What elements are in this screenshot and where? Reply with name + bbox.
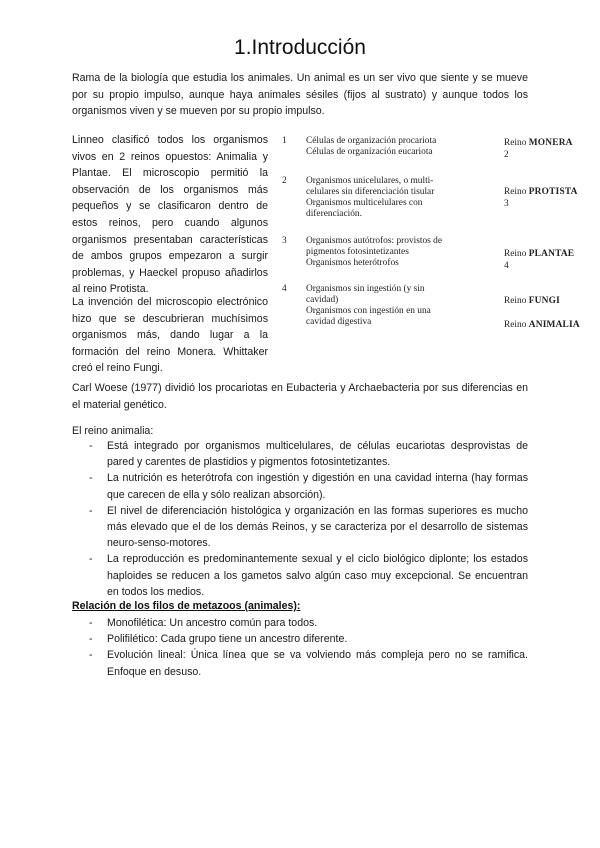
list-item: - Monofilética: Un ancestro común para todos. [72,615,528,631]
row-number: 3 [282,236,287,246]
reino-plantae: Reino PLANTAE [504,249,575,259]
row-line: Organismos con ingestión en una [306,306,431,316]
row-line: Células de organización eucariota [306,147,433,157]
row-number: 2 [282,176,287,186]
row-description [306,236,476,269]
row-description [306,136,476,158]
list-item: - La nutrición es heterótrofa con ingestión y digestión en una cavidad interna (hay formas que carecen de ella y sólo realizan absorción). [89,472,528,501]
linneo-paragraph: Linneo clasificó todos los organismos vivos en 2 reinos opuestos: Animalia y Plantae. El microscopio permitió la observación de los organismos más pequeños y se clasificaron dentro de estos reinos, pero cuando algunos organismos presentaban características de ambos grupos empezaron a surgir problemas, y Haeckel propuso añadirlos al reino Protista. [72,134,268,296]
bullet-dash: - [89,440,93,452]
list-item: - Evolución lineal: Única línea que se va volviendo más compleja pero no se ramifica. Enfoque en desuso. [89,649,528,678]
bullet-dash: - [89,649,93,662]
list-item: - El nivel de diferenciación histológica y organización en las formas superiores es mucho más elevado que el de los demás Reinos, y se caracteriza por el desarrollo de sistemas neuro-senso-motores. [89,504,528,550]
row-line: Células de organización procariota [306,136,437,146]
page-title: 1.Introducción [234,36,366,59]
list-item: - Polifilético: Cada grupo tiene un ancestro diferente. [72,631,528,647]
reino-fungi: Reino FUNGI [504,296,560,306]
row-line: Organismos unicelulares, o multi- [306,176,434,186]
row-line: Organismos multicelulares con [306,198,423,208]
filos-heading: Relación de los filos de metazoos (animales): [72,600,301,612]
list-item: - La reproducción es predominantemente sexual y el ciclo biológico diplonte; los estados haploides se reducen a los gametos salvo algún caso muy excepcional. Se encuentran en todos los medios. [89,553,528,598]
row-line: diferenciación. [306,209,362,219]
row-line: celulares sin diferenciación tisular [306,187,435,197]
filos-list [72,615,528,680]
woese-paragraph: Carl Woese (1977) dividió los procariotas en Eubacteria y Archaebacteria por sus diferencias en el material genético. [72,382,528,411]
invencion-paragraph: La invención del microscopio electrónico hizo que se descubrieran muchísimos organismos más, dando lugar a la formación del reino Monera. Whittaker creó el reino Fungi. [72,296,268,375]
row-line: Organismos sin ingestión (y sin [306,284,425,294]
reino-monera: Reino MONERA [504,138,573,148]
next-number: 4 [504,261,509,271]
next-number: 3 [504,199,509,209]
bullet-dash: - [89,472,93,485]
animalia-list [72,438,528,600]
row-line: pigmentos fotosintetizantes [306,247,409,257]
row-description [306,176,476,220]
intro-paragraph: Rama de la biología que estudia los animales. Un animal es un ser vivo que siente y se mueve por su propio impulso, aunque haya animales sésiles (fijos al sustrato) y aunque todos los organismos viven y se mueven por su propio impulso. [72,72,528,118]
next-number: 2 [504,150,509,160]
bullet-dash: - [89,553,93,566]
row-number: 4 [282,284,287,294]
reino-animalia: Reino ANIMALIA [504,320,580,330]
row-line: Organismos heterótrofos [306,258,399,268]
row-line: cavidad digestiva [306,317,372,327]
bullet-dash: - [89,617,93,629]
row-line: cavidad) [306,295,339,305]
reino-protista: Reino PROTISTA [504,187,578,197]
animalia-heading: El reino animalia: [72,425,154,437]
bullet-dash: - [89,504,93,517]
row-number: 1 [282,136,287,146]
bullet-dash: - [89,633,93,646]
row-description [306,284,476,328]
row-line: Organismos autótrofos: provistos de [306,236,443,246]
list-item: - Está integrado por organismos multicelulares, de células eucariotas desprovistas de pared y carentes de plastidios y pigmentos fotosintetizantes. [89,440,528,469]
